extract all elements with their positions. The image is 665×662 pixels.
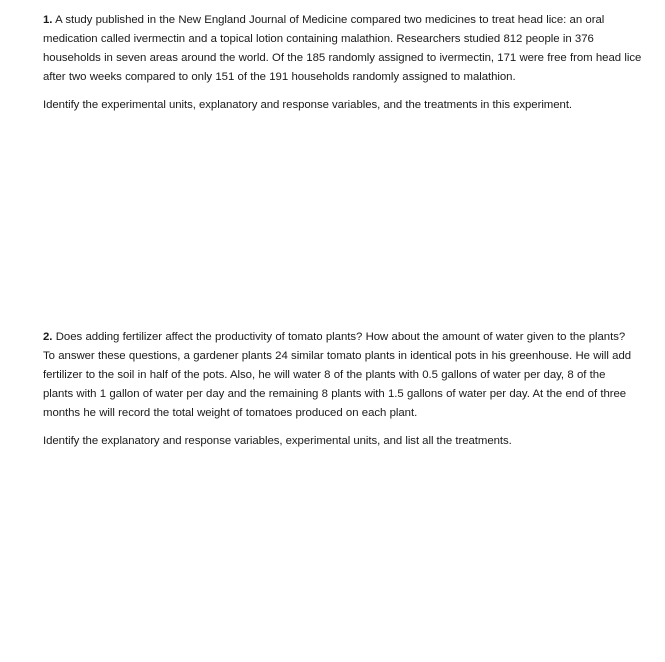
question-2-line: months he will record the total weight of tomatoes produced on each plant. bbox=[43, 407, 418, 419]
question-1-line bbox=[43, 11, 663, 30]
question-2-line bbox=[43, 328, 663, 347]
question-1-line: households in seven areas around the world. Of the 185 randomly assigned to ivermectin, 171 were free from head lice bbox=[43, 52, 642, 64]
question-1-prompt: Identify the experimental units, explanatory and response variables, and the treatments in this experiment. bbox=[43, 99, 573, 111]
question-2-line: To answer these questions, a gardener plants 24 similar tomato plants in identical pots in his greenhouse. He will add bbox=[43, 350, 632, 362]
question-2 bbox=[43, 328, 663, 451]
question-2-text bbox=[43, 328, 663, 423]
question-2-number: 2. bbox=[43, 331, 53, 343]
question-1-line-text: A study published in the New England Journal of Medicine compared two medicines to treat head lice: an oral bbox=[55, 14, 605, 26]
question-1-line: medication called ivermectin and a topical lotion containing malathion. Researchers studied 812 people in 376 bbox=[43, 33, 594, 45]
question-1-number: 1. bbox=[43, 14, 53, 26]
question-2-line-text: Does adding fertilizer affect the productivity of tomato plants? How about the amount of water given to the plants? bbox=[55, 331, 626, 343]
question-1 bbox=[43, 11, 663, 115]
question-2-line: fertilizer to the soil in half of the pots. Also, he will water 8 of the plants with 0.5 gallons of water per day, 8 of the bbox=[43, 369, 606, 381]
question-1-line: after two weeks compared to only 151 of the 191 households randomly assigned to malathion. bbox=[43, 71, 516, 83]
question-2-prompt: Identify the explanatory and response variables, experimental units, and list all the treatments. bbox=[43, 435, 512, 447]
question-1-text bbox=[43, 11, 663, 87]
question-2-line: plants with 1 gallon of water per day and the remaining 8 plants with 1.5 gallons of water per day. At the end of three bbox=[43, 388, 627, 400]
